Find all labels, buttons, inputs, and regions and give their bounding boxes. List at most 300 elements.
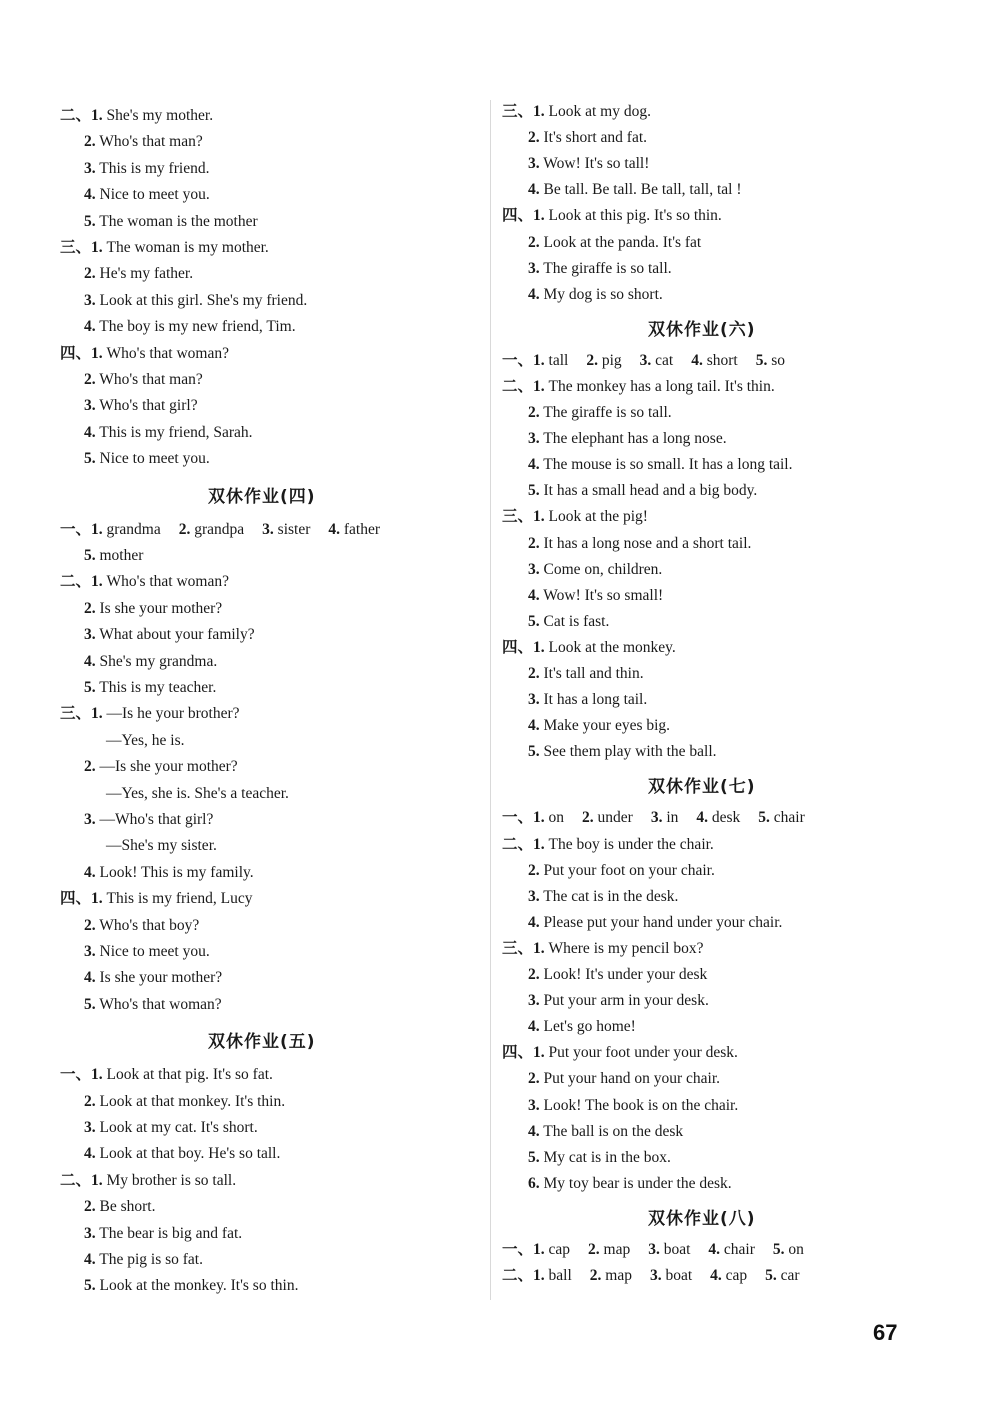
section-marker: 二、 bbox=[60, 107, 92, 124]
option-text: cap bbox=[548, 1240, 571, 1258]
answer-line bbox=[502, 835, 714, 855]
option-item bbox=[708, 1241, 754, 1258]
item-number: 2. bbox=[84, 599, 96, 617]
answer-line bbox=[502, 1043, 738, 1063]
section-heading: 双休作业(六) bbox=[648, 319, 756, 340]
item-number: 1. bbox=[533, 638, 545, 656]
option-number: 1. bbox=[533, 1240, 545, 1258]
item-number: 4. bbox=[84, 423, 96, 441]
option-text: sister bbox=[277, 520, 311, 538]
answer-line bbox=[84, 916, 199, 936]
option-text: father bbox=[343, 520, 381, 538]
item-number: 2. bbox=[84, 1198, 96, 1216]
answer-line bbox=[60, 106, 213, 126]
answer-line bbox=[60, 1171, 236, 1191]
option-text: boat bbox=[665, 1267, 693, 1284]
option-item bbox=[590, 1267, 632, 1284]
option-text: grandpa bbox=[194, 520, 245, 538]
item-number: 2. bbox=[528, 966, 540, 983]
section-marker: 二、 bbox=[502, 835, 534, 853]
item-text: Who's that man? bbox=[99, 371, 203, 388]
item-text: mother bbox=[99, 547, 144, 564]
item-text: —Yes, he is. bbox=[106, 731, 185, 749]
options-group bbox=[91, 521, 380, 538]
option-item bbox=[696, 809, 740, 826]
item-text: The boy is my new friend, Tim. bbox=[99, 318, 296, 336]
item-number: 6. bbox=[528, 1174, 540, 1192]
item-number: 2. bbox=[84, 916, 96, 934]
section-heading: 双休作业(八) bbox=[648, 1208, 756, 1229]
item-text: Nice to meet you. bbox=[99, 450, 210, 468]
item-text: Who's that man? bbox=[99, 133, 203, 151]
item-number: 1. bbox=[91, 705, 103, 723]
answer-line bbox=[84, 1197, 155, 1217]
option-text: cap bbox=[725, 1267, 748, 1284]
item-number: 3. bbox=[84, 626, 96, 644]
option-number: 2. bbox=[588, 1240, 600, 1258]
answer-line bbox=[528, 742, 717, 762]
answer-line bbox=[528, 664, 644, 684]
item-text: Who's that woman? bbox=[106, 344, 229, 362]
item-text: Look at that monkey. It's thin. bbox=[99, 1092, 286, 1110]
item-text: My dog is so short. bbox=[543, 285, 663, 303]
item-text: Look at my cat. It's short. bbox=[99, 1119, 258, 1136]
answer-line bbox=[528, 913, 782, 933]
option-item bbox=[179, 521, 244, 538]
section-marker: 一、 bbox=[502, 1240, 534, 1258]
option-number: 3. bbox=[650, 809, 663, 827]
answer-line bbox=[84, 546, 143, 566]
item-number: 4. bbox=[528, 913, 540, 931]
answer-line bbox=[60, 344, 229, 364]
item-text: The giraffe is so tall. bbox=[543, 259, 672, 277]
answer-line bbox=[84, 1276, 298, 1296]
item-text: Look at the monkey. It's so thin. bbox=[99, 1277, 299, 1295]
answer-line bbox=[60, 889, 252, 909]
section-heading: 双休作业(五) bbox=[208, 1032, 316, 1053]
item-number: 5. bbox=[84, 547, 96, 564]
answer-line bbox=[84, 1092, 285, 1112]
item-text: The monkey has a long tail. It's thin. bbox=[548, 377, 775, 395]
item-number: 3. bbox=[528, 560, 540, 578]
item-number: 3. bbox=[528, 887, 540, 905]
answer-line bbox=[528, 285, 663, 305]
item-number: 2. bbox=[528, 861, 540, 879]
answer-line bbox=[528, 586, 663, 606]
answer-line bbox=[502, 102, 651, 122]
option-item bbox=[582, 809, 633, 826]
item-number: 3. bbox=[528, 992, 540, 1010]
answer-line bbox=[84, 942, 210, 962]
item-text: Come on, children. bbox=[543, 560, 663, 578]
option-number: 3. bbox=[649, 1267, 662, 1284]
answer-line bbox=[84, 995, 222, 1015]
answer-line bbox=[528, 991, 709, 1011]
item-number: 2. bbox=[84, 758, 96, 776]
section-marker: 四、 bbox=[60, 344, 92, 362]
section-heading: 双休作业(七) bbox=[648, 777, 756, 798]
option-text: chair bbox=[723, 1240, 755, 1258]
answer-line bbox=[528, 612, 609, 632]
item-text: This is my friend, Sarah. bbox=[99, 423, 253, 441]
item-text: Wow! It's so tall! bbox=[543, 155, 650, 173]
item-text: Put your foot under your desk. bbox=[548, 1044, 738, 1062]
answer-line bbox=[84, 678, 216, 698]
section-marker: 二、 bbox=[60, 1171, 92, 1189]
section-marker: 二、 bbox=[502, 1267, 534, 1284]
item-text: The woman is my mother. bbox=[106, 239, 269, 256]
item-text: Look at that pig. It's so fat. bbox=[106, 1066, 273, 1084]
item-text: The bear is big and fat. bbox=[99, 1224, 243, 1242]
item-number: 1. bbox=[533, 1044, 545, 1062]
item-number: 2. bbox=[528, 404, 540, 421]
item-number: 3. bbox=[84, 1119, 96, 1136]
answer-line bbox=[502, 939, 703, 959]
item-text: The pig is so fat. bbox=[99, 1251, 203, 1268]
item-number: 1. bbox=[91, 1171, 103, 1189]
item-number: 4. bbox=[528, 717, 540, 735]
answer-line bbox=[502, 206, 722, 226]
option-number: 5. bbox=[758, 809, 770, 827]
option-text: desk bbox=[711, 809, 741, 827]
item-number: 4. bbox=[84, 863, 96, 881]
option-item bbox=[758, 809, 804, 826]
answer-line bbox=[84, 652, 217, 672]
answer-line bbox=[528, 481, 757, 501]
item-text: This is my friend, Lucy bbox=[106, 890, 253, 908]
answer-line bbox=[84, 423, 253, 443]
item-text: See them play with the ball. bbox=[543, 743, 717, 761]
item-text: The mouse is so small. It has a long tail. bbox=[543, 456, 793, 474]
item-number: 4. bbox=[528, 586, 540, 604]
item-text: Look at the monkey. bbox=[548, 638, 676, 656]
answer-line bbox=[84, 1250, 203, 1270]
item-number: 1. bbox=[533, 207, 545, 225]
option-number: 1. bbox=[533, 809, 545, 827]
answer-line bbox=[84, 1224, 242, 1244]
item-number: 4. bbox=[84, 969, 96, 987]
option-text: map bbox=[605, 1267, 632, 1284]
answer-line bbox=[528, 1096, 738, 1116]
option-item bbox=[586, 352, 621, 369]
section-marker: 三、 bbox=[502, 508, 534, 526]
section-marker: 一、 bbox=[502, 351, 534, 369]
option-number: 4. bbox=[696, 809, 708, 827]
option-number: 3. bbox=[262, 520, 274, 538]
item-number: 1. bbox=[533, 508, 545, 526]
option-text: under bbox=[597, 809, 633, 827]
option-number: 4. bbox=[691, 351, 703, 369]
section-marker: 三、 bbox=[60, 705, 92, 723]
item-number: 5. bbox=[84, 995, 96, 1013]
item-text: Make your eyes big. bbox=[543, 717, 671, 735]
section-marker: 二、 bbox=[502, 377, 534, 395]
item-number: 3. bbox=[528, 430, 540, 448]
option-text: boat bbox=[663, 1240, 691, 1258]
item-number: 1. bbox=[91, 1066, 103, 1084]
answer-line bbox=[84, 599, 222, 619]
answer-line bbox=[84, 757, 238, 777]
item-text: Look at the pig! bbox=[548, 508, 648, 526]
item-text: Look at the panda. It's fat bbox=[543, 233, 702, 251]
section-marker: 四、 bbox=[60, 890, 92, 908]
answer-line bbox=[60, 238, 269, 258]
item-number: 4. bbox=[84, 652, 96, 670]
item-text: The giraffe is so tall. bbox=[543, 404, 672, 421]
option-number: 2. bbox=[582, 809, 594, 827]
answer-line bbox=[84, 212, 258, 232]
option-number: 5. bbox=[765, 1267, 777, 1284]
item-number: 2. bbox=[84, 371, 96, 388]
item-text: Who's that woman? bbox=[99, 995, 222, 1013]
answer-options-row bbox=[502, 808, 805, 828]
item-text: Is she your mother? bbox=[99, 599, 223, 617]
item-text: —Yes, she is. She's a teacher. bbox=[106, 784, 289, 802]
item-text: This is my friend. bbox=[99, 159, 210, 177]
answer-line bbox=[502, 507, 648, 527]
answer-line bbox=[528, 429, 727, 449]
item-number: 2. bbox=[528, 665, 540, 682]
answer-line bbox=[60, 1065, 273, 1085]
option-number: 1. bbox=[91, 520, 103, 538]
item-text: Put your foot on your chair. bbox=[543, 861, 715, 879]
item-text: Who's that girl? bbox=[99, 397, 198, 415]
item-number: 1. bbox=[91, 107, 103, 124]
item-number: 3. bbox=[84, 291, 96, 309]
option-text: car bbox=[780, 1267, 800, 1284]
option-item bbox=[533, 1241, 570, 1258]
item-text: Who's that boy? bbox=[99, 916, 200, 934]
answer-line bbox=[60, 704, 240, 724]
item-number: 3. bbox=[528, 155, 540, 173]
answer-line bbox=[84, 370, 203, 390]
item-text: My brother is so tall. bbox=[106, 1171, 237, 1189]
answer-options-row bbox=[502, 1266, 800, 1286]
section-marker: 四、 bbox=[502, 1044, 534, 1062]
item-number: 1. bbox=[91, 573, 103, 591]
item-text: My cat is in the box. bbox=[543, 1148, 671, 1166]
answer-line bbox=[84, 625, 255, 645]
option-item bbox=[710, 1267, 747, 1284]
item-text: The ball is on the desk bbox=[543, 1122, 684, 1140]
answer-line bbox=[84, 863, 254, 883]
item-number: 4. bbox=[528, 456, 540, 474]
option-text: cat bbox=[655, 351, 674, 369]
answer-line bbox=[84, 396, 198, 416]
item-text: It has a long nose and a short tail. bbox=[543, 534, 752, 552]
item-text: Wow! It's so small! bbox=[543, 586, 664, 604]
answer-line bbox=[84, 1118, 258, 1138]
answer-line bbox=[528, 716, 670, 736]
option-item bbox=[91, 521, 161, 538]
answer-line bbox=[528, 887, 678, 907]
item-text: Who's that woman? bbox=[106, 573, 229, 591]
option-item bbox=[651, 809, 679, 826]
item-number: 3. bbox=[84, 943, 96, 960]
item-number: 2. bbox=[528, 129, 540, 147]
answer-line bbox=[84, 291, 307, 311]
item-number: 3. bbox=[528, 259, 540, 277]
item-text: It's tall and thin. bbox=[543, 665, 644, 682]
item-number: 5. bbox=[528, 743, 540, 761]
option-number: 4. bbox=[708, 1240, 721, 1258]
item-text: Let's go home! bbox=[543, 1018, 636, 1036]
item-text: Look! It's under your desk bbox=[543, 966, 708, 983]
item-number: 1. bbox=[91, 239, 103, 256]
options-group bbox=[533, 1267, 800, 1284]
item-number: 1. bbox=[533, 939, 545, 957]
answer-line bbox=[502, 377, 775, 397]
item-text: Look! The book is on the chair. bbox=[543, 1096, 739, 1114]
option-number: 1. bbox=[533, 1267, 545, 1284]
answer-line bbox=[84, 132, 203, 152]
item-number: 1. bbox=[91, 890, 103, 908]
item-text: Please put your hand under your chair. bbox=[543, 913, 783, 931]
option-text: chair bbox=[773, 809, 805, 827]
item-number: 2. bbox=[84, 265, 96, 283]
option-number: 2. bbox=[178, 520, 191, 538]
answer-line bbox=[84, 317, 296, 337]
answer-line bbox=[528, 560, 662, 580]
option-number: 5. bbox=[755, 351, 768, 369]
item-number: 5. bbox=[84, 1277, 96, 1295]
item-text: —Is she your mother? bbox=[99, 758, 238, 776]
option-text: ball bbox=[548, 1267, 572, 1284]
answer-line bbox=[84, 159, 209, 179]
answer-options-row bbox=[60, 520, 380, 540]
option-item bbox=[262, 521, 310, 538]
answer-line bbox=[84, 264, 193, 284]
option-item bbox=[328, 521, 380, 538]
item-text: Look at this girl. She's my friend. bbox=[99, 291, 308, 309]
option-item bbox=[588, 1241, 630, 1258]
item-number: 4. bbox=[84, 318, 96, 336]
option-text: so bbox=[771, 351, 786, 369]
item-text: The cat is in the desk. bbox=[543, 887, 679, 905]
answer-line bbox=[528, 1148, 671, 1168]
option-number: 3. bbox=[648, 1240, 660, 1258]
item-text: Put your hand on your chair. bbox=[543, 1070, 721, 1088]
option-number: 2. bbox=[586, 351, 598, 369]
item-number: 5. bbox=[84, 450, 96, 468]
answer-line bbox=[528, 455, 793, 475]
item-text: He's my father. bbox=[99, 265, 194, 283]
item-text: My toy bear is under the desk. bbox=[543, 1174, 732, 1192]
option-number: 1. bbox=[533, 351, 545, 369]
item-number: 2. bbox=[528, 534, 540, 552]
item-number: 3. bbox=[528, 691, 540, 709]
section-heading: 双休作业(四) bbox=[208, 486, 316, 507]
option-number: 4. bbox=[328, 520, 341, 538]
item-number: 3. bbox=[84, 1224, 96, 1242]
item-text: Cat is fast. bbox=[543, 612, 610, 630]
item-number: 2. bbox=[84, 133, 96, 151]
options-group bbox=[533, 352, 785, 369]
item-number: 1. bbox=[533, 103, 545, 120]
item-number: 4. bbox=[528, 1122, 540, 1140]
item-text: —She's my sister. bbox=[106, 837, 217, 855]
answer-line bbox=[84, 810, 213, 830]
section-marker: 三、 bbox=[60, 239, 92, 256]
option-number: 2. bbox=[589, 1267, 602, 1284]
page-number: 67 bbox=[873, 1320, 898, 1345]
answer-line bbox=[528, 1069, 720, 1089]
answer-options-row bbox=[502, 351, 785, 371]
section-marker: 四、 bbox=[502, 207, 534, 225]
item-text: This is my teacher. bbox=[99, 679, 217, 696]
answer-line bbox=[84, 185, 210, 205]
option-text: map bbox=[603, 1240, 631, 1258]
option-item bbox=[533, 1267, 572, 1284]
item-text: Look! This is my family. bbox=[99, 863, 254, 881]
answer-line bbox=[528, 403, 672, 423]
option-number: 4. bbox=[710, 1267, 722, 1284]
option-item bbox=[691, 352, 738, 369]
item-number: 2. bbox=[528, 233, 540, 251]
item-text: —Is he your brother? bbox=[106, 705, 240, 723]
section-marker: 四、 bbox=[502, 638, 534, 656]
item-number: 2. bbox=[84, 1092, 96, 1110]
item-text: What about your family? bbox=[99, 626, 255, 644]
item-text: It's short and fat. bbox=[543, 129, 648, 147]
option-item bbox=[533, 352, 568, 369]
option-item bbox=[640, 352, 674, 369]
answer-line bbox=[528, 534, 751, 554]
option-text: tall bbox=[548, 351, 569, 369]
answer-line bbox=[528, 154, 649, 174]
item-number: 4. bbox=[84, 186, 96, 204]
answer-line bbox=[528, 861, 715, 881]
option-number: 5. bbox=[772, 1240, 785, 1258]
section-marker: 一、 bbox=[60, 520, 92, 538]
item-number: 5. bbox=[528, 612, 540, 630]
options-group bbox=[533, 809, 805, 826]
option-number: 3. bbox=[639, 351, 652, 369]
item-text: The boy is under the chair. bbox=[548, 835, 714, 853]
option-text: grandma bbox=[106, 520, 161, 538]
item-number: 1. bbox=[533, 835, 545, 853]
option-item bbox=[648, 1241, 690, 1258]
item-number: 3. bbox=[84, 159, 96, 177]
option-item bbox=[756, 352, 785, 369]
item-number: 5. bbox=[528, 482, 540, 500]
item-text: It has a small head and a big body. bbox=[543, 482, 758, 500]
answer-options-row bbox=[502, 1240, 804, 1260]
option-text: pig bbox=[601, 351, 622, 369]
item-text: —Who's that girl? bbox=[99, 811, 214, 828]
column-divider bbox=[490, 100, 491, 1300]
item-text: Look at my dog. bbox=[548, 103, 651, 120]
answer-line bbox=[502, 638, 676, 658]
item-text: Look at that boy. He's so tall. bbox=[99, 1145, 281, 1163]
answer-line bbox=[84, 968, 222, 988]
item-number: 5. bbox=[528, 1148, 540, 1166]
option-text: on bbox=[548, 809, 565, 827]
answer-line bbox=[106, 836, 217, 856]
option-item bbox=[765, 1267, 799, 1284]
answer-line bbox=[60, 572, 229, 592]
item-number: 3. bbox=[528, 1096, 540, 1114]
option-item bbox=[533, 809, 564, 826]
option-text: on bbox=[788, 1240, 804, 1258]
item-number: 1. bbox=[91, 344, 103, 362]
item-text: She's my grandma. bbox=[99, 652, 218, 670]
item-text: Put your arm in your desk. bbox=[543, 992, 709, 1010]
item-text: Be tall. Be tall. Be tall, tall, tal ! bbox=[543, 181, 742, 199]
item-number: 4. bbox=[84, 1145, 96, 1163]
section-marker: 三、 bbox=[502, 939, 534, 957]
section-marker: 二、 bbox=[60, 573, 92, 591]
